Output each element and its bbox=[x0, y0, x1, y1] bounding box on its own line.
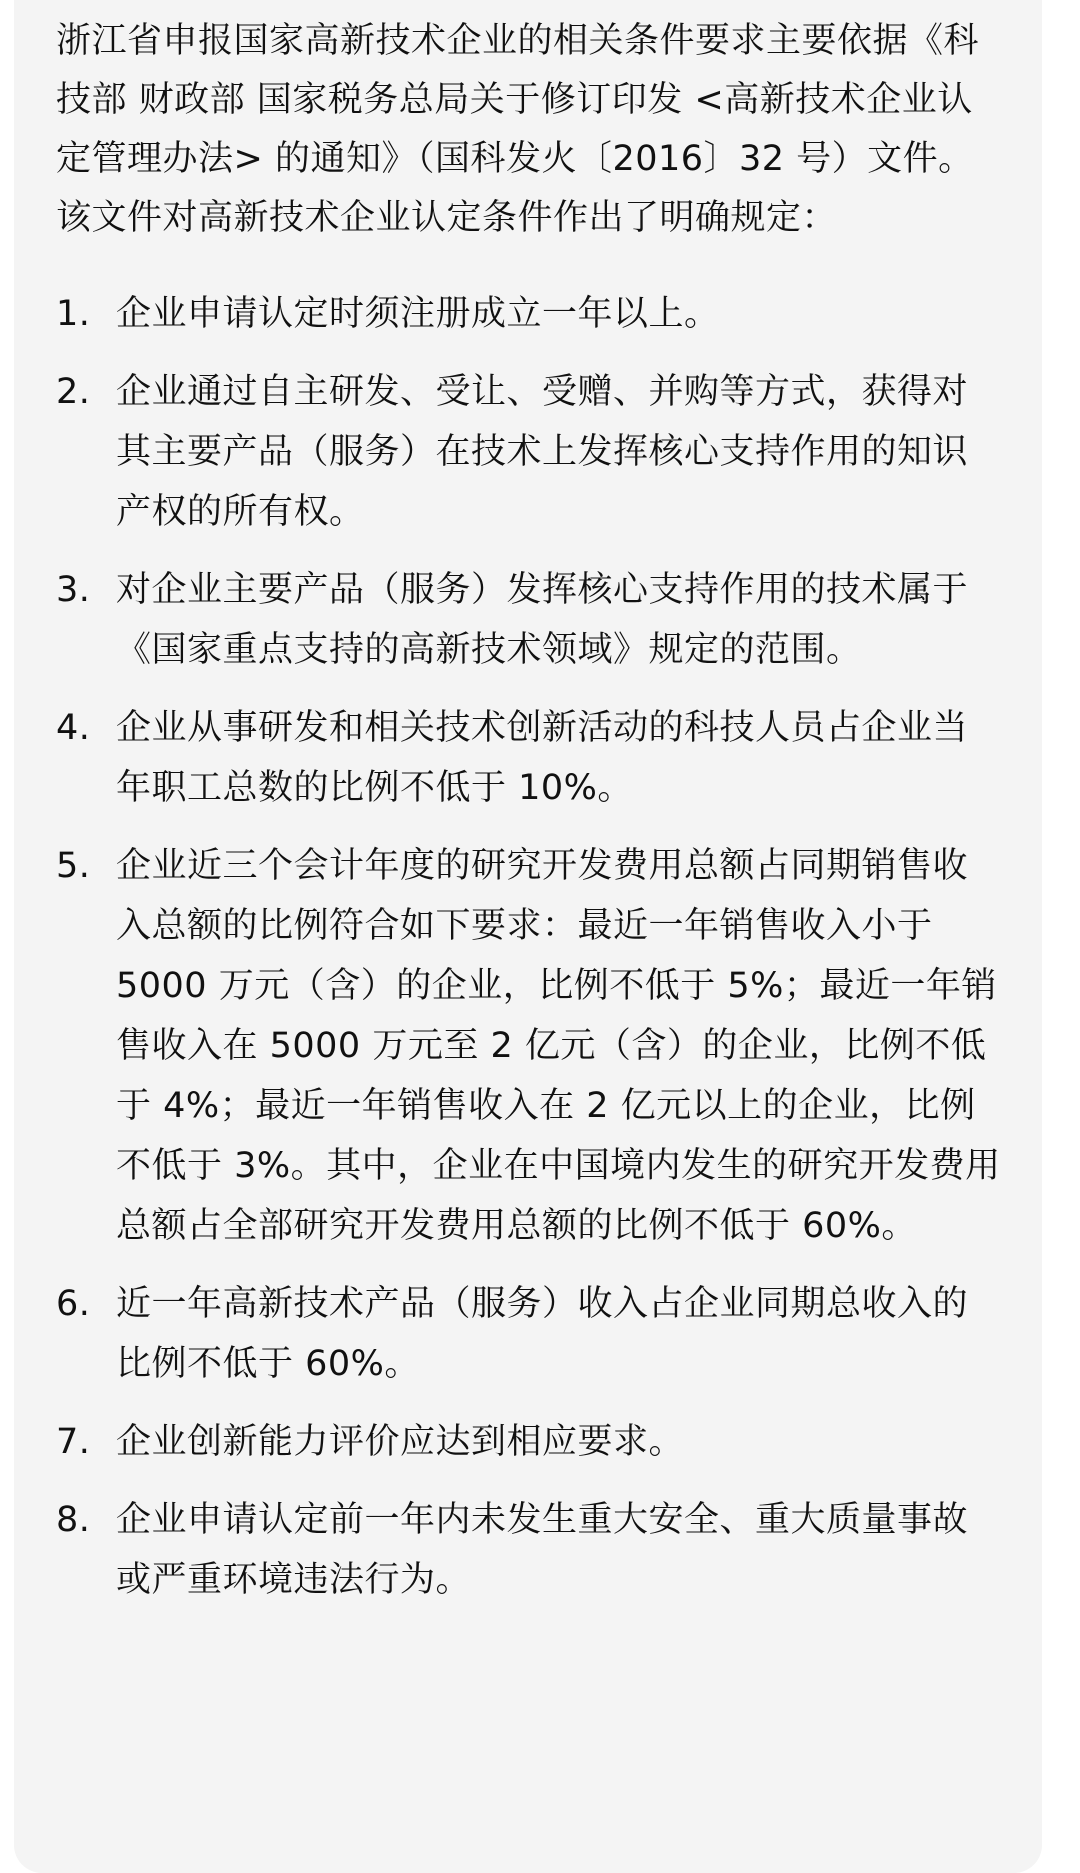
list-item-text: 企业申请认定时须注册成立一年以上。 bbox=[116, 294, 720, 334]
message-bubble bbox=[14, 0, 1042, 1873]
list-item bbox=[56, 1490, 1002, 1610]
list-item-text: 企业创新能力评价应达到相应要求。 bbox=[116, 1422, 685, 1462]
list-item-text: 企业通过自主研发、受让、受赠、并购等方式，获得对其主要产品（服务）在技术上发挥核心支持作用的知识产权的所有权。 bbox=[116, 372, 969, 532]
list-item bbox=[56, 362, 1002, 542]
list-item bbox=[56, 1412, 1002, 1472]
list-item-number: 3. bbox=[56, 570, 91, 610]
intro-paragraph: 浙江省申报国家高新技术企业的相关条件要求主要依据《科技部 财政部 国家税务总局关于修订印发 <高新技术企业认定管理办法> 的通知》（国科发火〔2016〕32 号）文件。该文件对高新技术企业认定条件作出了明确规定： bbox=[56, 21, 980, 238]
list-item-text: 企业近三个会计年度的研究开发费用总额占同期销售收入总额的比例符合如下要求：最近一年销售收入小于 5000 万元（含）的企业，比例不低于 5%；最近一年销售收入在 5000 万元至 2 亿元（含）的企业，比例不低于 4%；最近一年销售收入在 2 亿元以上的企业，比例不低于 3%。其中，企业在中国境内发生的研究开发费用总额占全部研究开发费用总额的比例不低于 60%。 bbox=[116, 846, 1001, 1246]
list-item-number: 5. bbox=[56, 846, 91, 886]
list-item bbox=[56, 560, 1002, 680]
list-item bbox=[56, 698, 1002, 818]
list-item-number: 6. bbox=[56, 1284, 91, 1324]
list-item-number: 7. bbox=[56, 1422, 91, 1462]
list-item-number: 4. bbox=[56, 708, 91, 748]
list-item-number: 1. bbox=[56, 294, 91, 334]
list-item bbox=[56, 284, 1002, 344]
list-item bbox=[56, 836, 1002, 1256]
list-item-text: 企业从事研发和相关技术创新活动的科技人员占企业当年职工总数的比例不低于 10%。 bbox=[116, 708, 969, 808]
list-item-text: 企业申请认定前一年内未发生重大安全、重大质量事故或严重环境违法行为。 bbox=[116, 1500, 969, 1600]
list-item bbox=[56, 1274, 1002, 1394]
list-item-number: 8. bbox=[56, 1500, 91, 1540]
list-item-text: 近一年高新技术产品（服务）收入占企业同期总收入的比例不低于 60%。 bbox=[116, 1284, 969, 1384]
list-item-text: 对企业主要产品（服务）发挥核心支持作用的技术属于《国家重点支持的高新技术领域》规定的范围。 bbox=[116, 570, 969, 670]
conditions-list bbox=[56, 284, 1002, 1610]
list-item-number: 2. bbox=[56, 372, 91, 412]
